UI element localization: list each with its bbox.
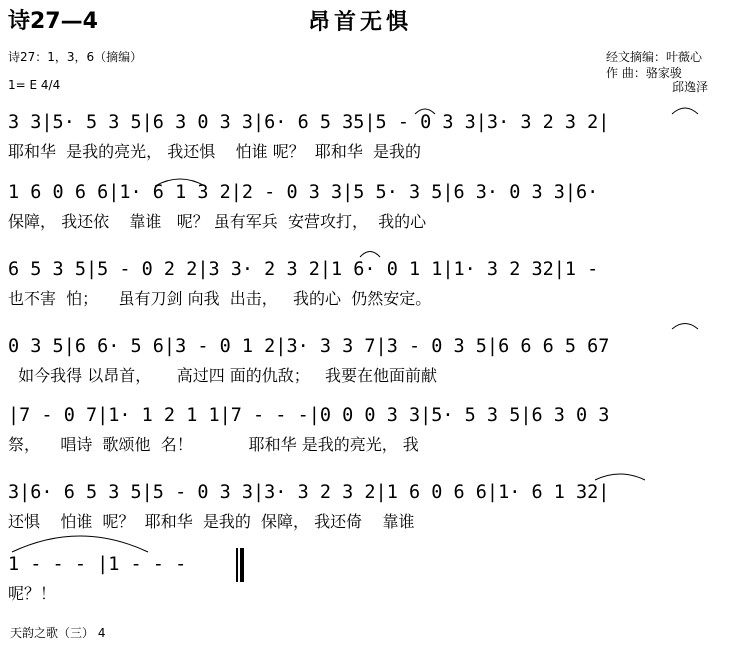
notation-line: 1 - - - |1 - - - (8, 554, 187, 575)
song-title: 昂首无惧 (308, 9, 413, 35)
credit-label: 作 曲： (606, 66, 646, 80)
slur (595, 474, 645, 480)
lyrics-line: 也不害 怕； 虽有刀剑 向我 出击， 我的心 仍然安定。 (8, 289, 432, 308)
credit-value: 邱逸泽 (672, 80, 709, 94)
notation-line: |7 - 0 7|1· 1 2 1 1|7 - - -|0 0 0 3 3|5· 5 3 5|6 3 0 3 (8, 405, 610, 426)
lyrics-line: 还惧 怕谁 呢？ 耶和华 是我的 保障， 我还倚 靠谁 (8, 512, 415, 531)
notation-line: 6 5 3 5|5 - 0 2 2|3 3· 2 3 2|1 6· 0 1 1|1· 3 2 32|1 - (8, 259, 599, 280)
lyrics-line: 呢？！ (8, 584, 57, 603)
credit-label: 经文摘编： (606, 50, 667, 64)
scripture-source: 诗27：1，3，6（摘编） (8, 50, 143, 64)
slur (155, 179, 205, 186)
notation-line: 3 3|5· 5 3 5|6 3 0 3 3|6· 6 5 35|5 - 0 3 3|3· 3 2 3 2| (8, 112, 610, 133)
credit-value: 骆家骏 (645, 66, 682, 80)
slur (672, 324, 698, 330)
credit-value: 叶薇心 (666, 50, 703, 64)
notation-line: 1 6 0 6 6|1· 6 1 3 2|2 - 0 3 3|5 5· 3 5|6 3· 0 3 3|6· (8, 182, 599, 203)
notation-line: 3|6· 6 5 3 5|5 - 0 3 3|3· 3 2 3 2|1 6 0 6 6|1· 6 1 32| (8, 482, 610, 503)
slur (672, 108, 698, 114)
slur (12, 536, 148, 552)
page-footer: 天韵之歌（三） 4 (10, 626, 106, 640)
lyrics-line: 如今我得 以昂首， 高过四 面的仇敌； 我要在他面前献 (8, 366, 438, 385)
notation-line: 0 3 5|6 6· 5 6|3 - 0 1 2|3· 3 3 7|3 - 0 3 5|6 6 6 5 67 (8, 336, 610, 357)
score-code: 诗27—4 (8, 9, 98, 34)
lyrics-line: 祭， 唱诗 歌颂他 名！ 耶和华 是我的亮光， 我 (8, 435, 419, 454)
lyrics-line: 耶和华 是我的亮光， 我还惧 怕谁 呢？ 耶和华 是我的 (8, 142, 422, 161)
slur (360, 252, 380, 258)
key-signature: 1= E 4/4 (8, 78, 61, 92)
slur (415, 109, 435, 114)
lyrics-line: 保障， 我还依 靠谁 呢？ 虽有军兵 安营攻打， 我的心 (8, 212, 427, 231)
